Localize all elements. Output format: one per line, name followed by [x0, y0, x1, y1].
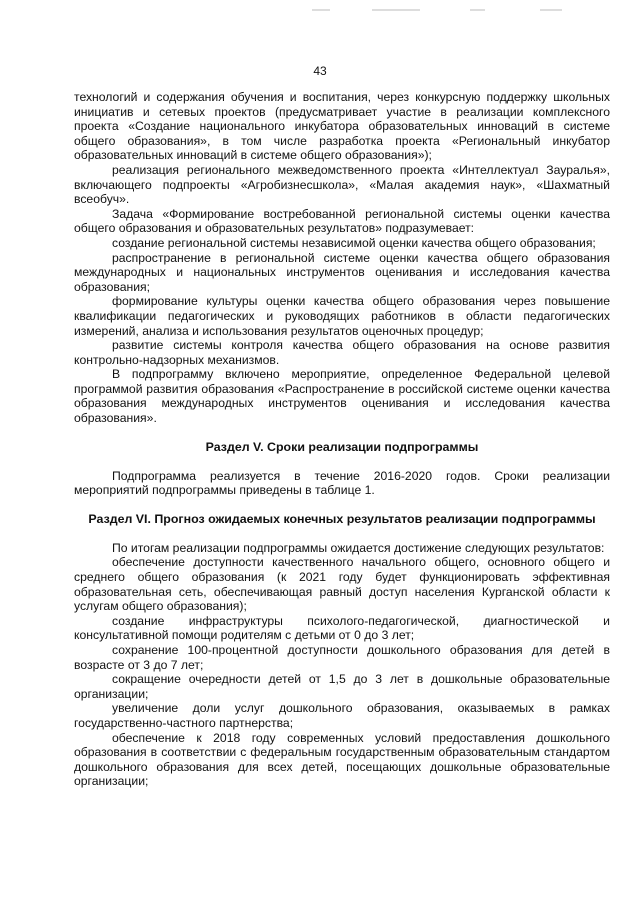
paragraph: сокращение очередности детей от 1,5 до 3 лет в дошкольные образовательные организации; [74, 672, 610, 701]
scan-marks-graphic [0, 7, 640, 13]
paragraph: обеспечение доступности качественного начального общего, основного общего и среднего общего образования (к 2021 году будет функционировать эффективная образовательная сеть, обеспечивающая равный доступ населения Курганской области к услугам общего образования); [74, 555, 610, 614]
paragraph: реализация регионального межведомственного проекта «Интеллектуал Зауралья», включающего подпроекты «Агробизнесшкола», «Малая академия наук», «Шахматный всеобуч». [74, 162, 610, 207]
paragraph: распространение в региональной системе оценки качества общего образования международных и национальных инструментов оценивания и исследования качества образования; [74, 250, 610, 294]
document-body [74, 90, 610, 789]
paragraph: По итогам реализации подпрограммы ожидается достижение следующих результатов: [112, 540, 605, 555]
paragraph-continuation: технологий и содержания обучения и воспитания, через конкурсную поддержку школьных инициатив и сетевых проектов (предусматривает участие в реализации комплексного проекта «Создание национального инкубатора образовательных инноваций в системе общего образования», в том числе разработка проекта «Региональный инкубатор образовательных инноваций в системе общего образования»); [74, 90, 610, 163]
paragraph: развитие системы контроля качества общего образования на основе развития контрольно-надзорных механизмов. [74, 338, 610, 367]
section-heading-5: Раздел V. Сроки реализации подпрограммы [205, 439, 479, 454]
paragraph: увеличение доли услуг дошкольного образования, оказываемых в рамках государственно-частного партнерства; [74, 701, 610, 730]
paragraph: обеспечение к 2018 году современных условий предоставления дошкольного образования в соответствии с федеральным государственным образовательным стандартом дошкольного образования для всех детей, посещающих дошкольные образовательные организации; [74, 730, 610, 789]
paragraph: Подпрограмма реализуется в течение 2016-2020 годов. Сроки реализации мероприятий подпрограммы приведены в таблице 1. [74, 468, 610, 498]
paragraph: В подпрограмму включено мероприятие, определенное Федеральной целевой программой развития образования «Распространение в российской системе оценки качества образования международных инструментов оценивания и исследования качества образования». [74, 367, 610, 426]
scan-artifacts [0, 0, 640, 6]
paragraph: создание инфраструктуры психолого-педагогической, диагностической и консультативной помощи родителям с детьми от 0 до 3 лет; [74, 613, 610, 643]
paragraph: создание региональной системы независимой оценки качества общего образования; [112, 235, 596, 250]
paragraph: Задача «Формирование востребованной региональной системы оценки качества общего образования и образовательных результатов» подразумевает: [74, 206, 610, 236]
paragraph: формирование культуры оценки качества общего образования через повышение квалификации педагогических и руководящих работников в области педагогических измерений, анализа и использования результатов оценочных процедур; [74, 294, 610, 338]
page-number: 43 [313, 64, 327, 78]
paragraph: сохранение 100-процентной доступности дошкольного образования для детей в возрасте от 3 до 7 лет; [74, 643, 610, 672]
section-heading-6: Раздел VI. Прогноз ожидаемых конечных результатов реализации подпрограммы [88, 511, 596, 526]
